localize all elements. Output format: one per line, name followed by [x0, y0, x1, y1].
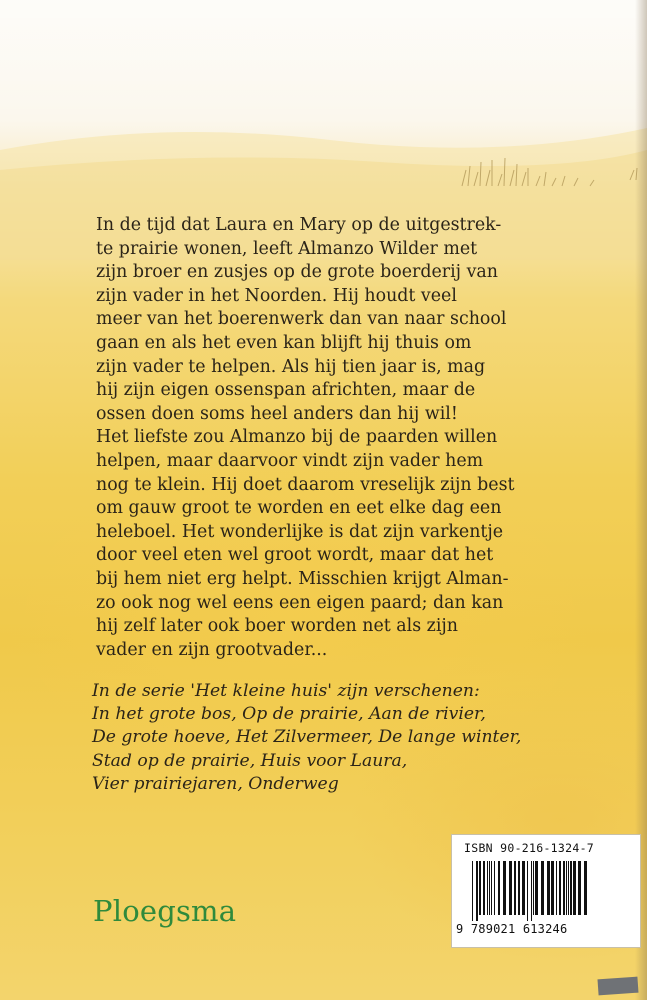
barcode-label	[451, 834, 641, 948]
barcode-bar	[509, 861, 512, 915]
barcode-bar	[584, 861, 587, 915]
barcode-bar	[570, 861, 572, 915]
barcode-bar	[566, 861, 567, 915]
barcode-bar	[527, 861, 528, 921]
series-heading: In de serie 'Het kleine huis' zijn verschenen:	[92, 681, 480, 701]
series-line: De grote hoeve, Het Zilvermeer, De lange winter,	[92, 727, 522, 748]
series-line: Vier prairiejaren, Onderweg	[92, 773, 339, 794]
series-line: Stad op de prairie, Huis voor Laura,	[92, 750, 408, 771]
barcode-bar	[556, 861, 557, 915]
publisher-logo: Ploegsma	[93, 894, 237, 928]
blurb-line: om gauw groot te worden en eet elke dag een	[96, 498, 502, 519]
blurb-line: hij zelf later ook boer worden net als zijn	[96, 616, 458, 637]
ean-number: 9 789021 613246	[456, 922, 568, 936]
blurb-line: hij zijn eigen ossenspan africhten, maar de	[96, 380, 476, 401]
barcode-bar	[476, 861, 478, 921]
barcode-bar	[483, 861, 485, 915]
barcode-bar	[531, 861, 532, 921]
blurb-line: door veel eten wel groot wordt, maar dat het	[96, 545, 494, 566]
blurb-line: ossen doen soms heel anders dan hij wil!	[96, 403, 458, 424]
isbn-number: ISBN 90-216-1324-7	[464, 841, 595, 855]
barcode-bar	[563, 861, 565, 915]
barcode-bar	[522, 861, 525, 915]
barcode-bar	[498, 861, 500, 915]
barcode-bar	[479, 861, 481, 915]
barcode-bar	[518, 861, 520, 915]
barcode-bar	[547, 861, 550, 915]
blurb-text	[96, 214, 596, 662]
price-sticker	[597, 977, 638, 996]
barcode-bar	[551, 861, 554, 915]
barcode-bar	[491, 861, 492, 915]
blurb-line: nog te klein. Hij doet daarom vreselijk zijn best	[96, 474, 515, 495]
blurb-line: zijn vader in het Noorden. Hij houdt veel	[96, 285, 457, 306]
barcode-bar	[573, 861, 576, 915]
barcode-bar	[535, 861, 538, 915]
blurb-line: helpen, maar daarvoor vindt zijn vader hem	[96, 450, 484, 471]
blurb-line: bij hem niet erg helpt. Misschien krijgt Alman-	[96, 568, 509, 589]
blurb-line: vader en zijn grootvader...	[96, 639, 328, 660]
barcode-bar	[487, 861, 488, 915]
series-list	[92, 680, 592, 796]
barcode-bar	[559, 861, 561, 915]
barcode-icon	[470, 861, 626, 921]
barcode-bar	[494, 861, 495, 915]
barcode-bar	[503, 861, 506, 915]
barcode-bar	[533, 861, 534, 915]
blurb-line: zo ook nog wel eens een eigen paard; dan kan	[96, 592, 504, 613]
blurb-line: meer van het boerenwerk dan van naar school	[96, 309, 507, 330]
barcode-bar	[568, 861, 569, 915]
barcode-bar	[489, 861, 490, 915]
series-line: In het grote bos, Op de prairie, Aan de rivier,	[92, 704, 486, 725]
blurb-line: zijn vader te helpen. Als hij tien jaar is, mag	[96, 356, 486, 377]
blurb-line: In de tijd dat Laura en Mary op de uitgestrek-	[96, 215, 502, 235]
blurb-line: te prairie wonen, leeft Almanzo Wilder met	[96, 238, 478, 259]
blurb-line: zijn broer en zusjes op de grote boerderij van	[96, 262, 498, 283]
blurb-line: heleboel. Het wonderlijke is dat zijn varkentje	[96, 521, 504, 542]
blurb-line: Het liefste zou Almanzo bij de paarden willen	[96, 427, 498, 448]
barcode-bar	[472, 861, 473, 921]
barcode-bar	[514, 861, 516, 915]
barcode-bar	[578, 861, 581, 915]
blurb-line: gaan en als het even kan blijft hij thuis om	[96, 332, 472, 353]
barcode-bar	[541, 861, 544, 915]
